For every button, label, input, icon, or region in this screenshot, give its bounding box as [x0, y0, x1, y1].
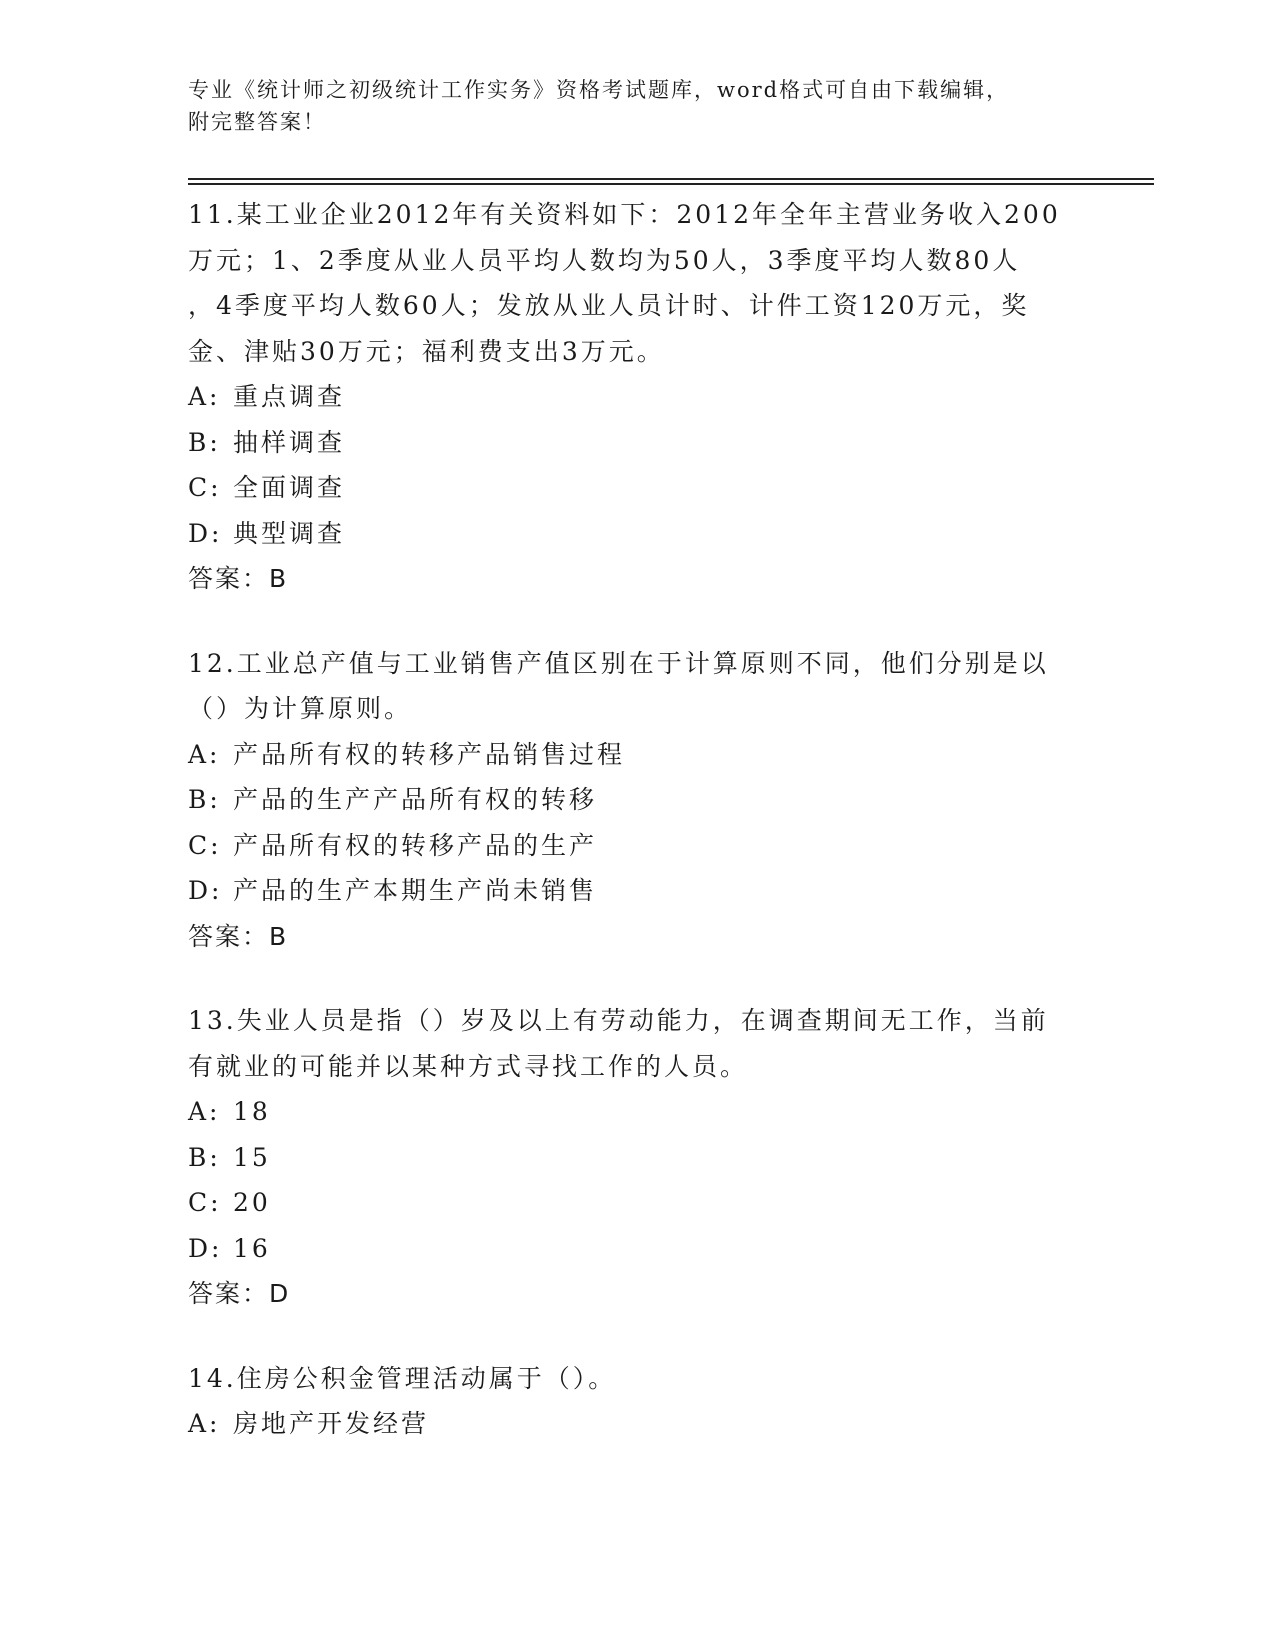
question-text-line: 11.某工业企业2012年有关资料如下：2012年全年主营业务收入200 — [188, 200, 1061, 229]
option-c — [188, 1180, 1088, 1226]
option-d — [188, 1226, 1088, 1272]
option-text: 产品的生产产品所有权的转移 — [233, 785, 598, 814]
option-a — [188, 732, 1088, 778]
option-text: 产品所有权的转移产品销售过程 — [233, 739, 626, 769]
option-text: 全面调查 — [233, 473, 346, 502]
option-d — [188, 511, 1088, 557]
option-key: C: — [188, 1188, 222, 1217]
question-12 — [188, 641, 1088, 960]
option-key: A: — [188, 1409, 221, 1438]
question-text-line: 14.住房公积金管理活动属于（）。 — [188, 1363, 617, 1393]
option-b — [188, 777, 1088, 823]
option-text: 抽样调查 — [233, 427, 346, 457]
option-b — [188, 420, 1088, 466]
question-11 — [188, 192, 1088, 602]
option-text: 典型调查 — [233, 518, 346, 548]
question-text-line: 有就业的可能并以某种方式寻找工作的人员。 — [188, 1051, 749, 1081]
option-key: C: — [188, 830, 222, 860]
option-key: D: — [188, 518, 223, 548]
question-text-line: （）为计算原则。 — [188, 694, 413, 723]
question-text-line: ，4季度平均人数60人；发放从业人员计时、计件工资120万元，奖 — [188, 291, 1030, 320]
option-a — [188, 374, 1088, 420]
question-text-line: 12.工业总产值与工业销售产值区别在于计算原则不同，他们分别是以 — [188, 648, 1049, 678]
option-c — [188, 465, 1088, 511]
option-key: B: — [188, 427, 221, 457]
option-key: D: — [188, 876, 223, 905]
header-line-2: 附完整答案！ — [188, 110, 326, 134]
option-text: 房地产开发经营 — [233, 1409, 430, 1438]
answer-line: 答案：D — [188, 1279, 291, 1308]
option-text: 产品的生产本期生产尚未销售 — [233, 876, 598, 905]
option-d — [188, 868, 1088, 914]
answer-line: 答案：B — [188, 564, 289, 593]
option-text: 20 — [233, 1188, 271, 1217]
option-text: 16 — [233, 1233, 271, 1263]
answer-line: 答案：B — [188, 921, 289, 951]
option-key: A: — [188, 1097, 221, 1126]
option-text: 产品所有权的转移产品的生产 — [233, 830, 598, 860]
header-line-1: 专业《统计师之初级统计工作实务》资格考试题库，word格式可自由下载编辑， — [188, 78, 1010, 102]
document-header — [188, 74, 1088, 138]
option-c — [188, 823, 1088, 869]
question-text-line: 金、津贴30万元；福利费支出3万元。 — [188, 336, 665, 366]
option-text: 15 — [233, 1142, 271, 1172]
question-14 — [188, 1356, 1088, 1447]
option-text: 18 — [233, 1097, 271, 1126]
header-rule-bottom — [188, 183, 1154, 185]
option-a — [188, 1401, 1088, 1447]
header-rule-top — [188, 178, 1154, 180]
option-key: B: — [188, 785, 221, 814]
option-b — [188, 1135, 1088, 1181]
question-text-line: 万元；1、2季度从业人员平均人数均为50人，3季度平均人数80人 — [188, 245, 1021, 275]
option-key: A: — [188, 382, 221, 411]
question-list — [188, 192, 1088, 1486]
question-text-line: 13.失业人员是指（）岁及以上有劳动能力，在调查期间无工作，当前 — [188, 1006, 1049, 1035]
option-key: C: — [188, 473, 222, 502]
question-13 — [188, 998, 1088, 1317]
option-key: B: — [188, 1142, 221, 1172]
option-key: D: — [188, 1233, 223, 1263]
option-a — [188, 1089, 1088, 1135]
option-text: 重点调查 — [233, 382, 346, 411]
option-key: A: — [188, 739, 221, 769]
